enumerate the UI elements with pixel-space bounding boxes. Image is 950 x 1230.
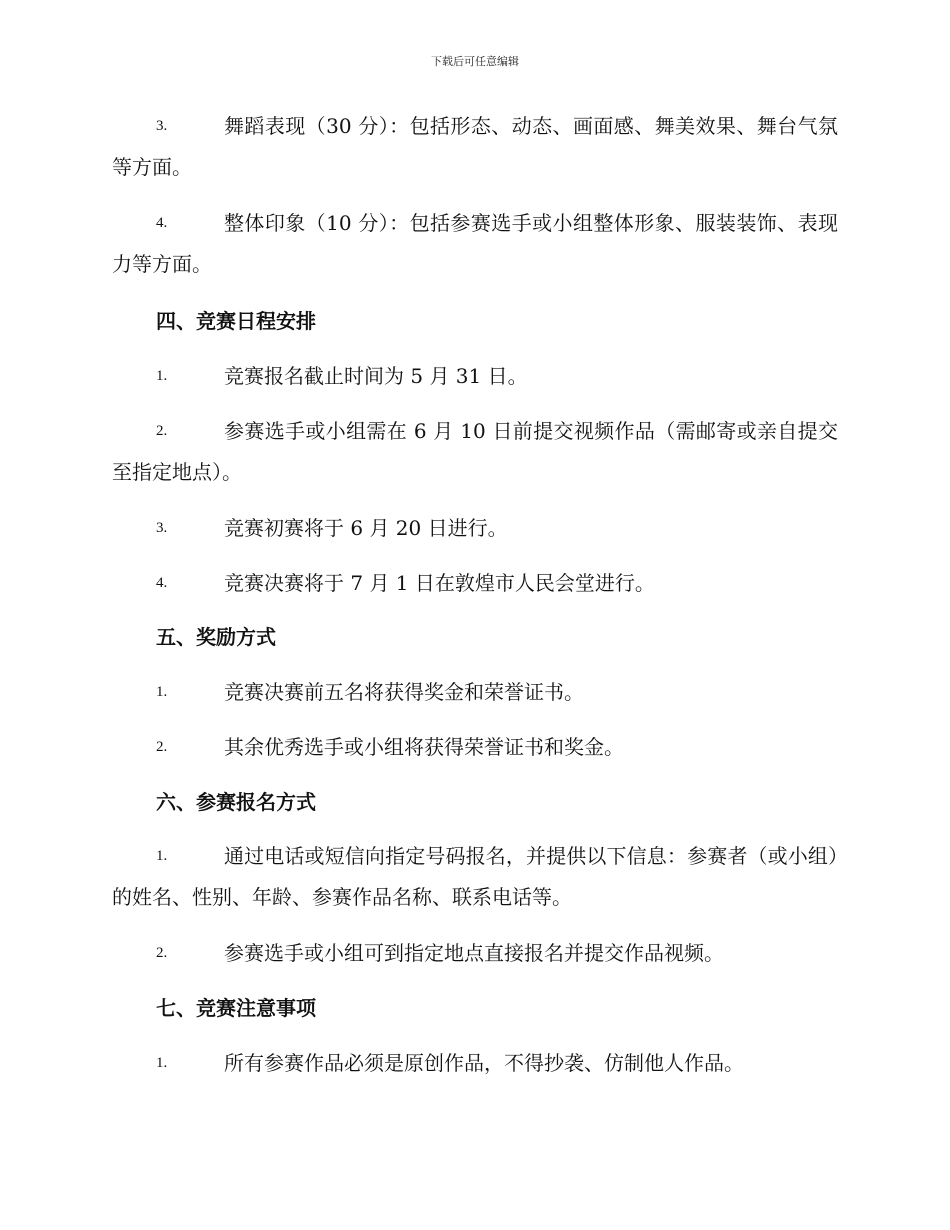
item-text: 通过电话或短信向指定号码报名，并提供以下信息：参赛者（或小组）的姓名、性别、年龄、参赛作品名称、联系电话等。 [112,844,838,909]
item-text: 竞赛决赛前五名将获得奖金和荣誉证书。 [224,680,584,704]
section-heading: 六、参赛报名方式 [156,790,316,814]
list-item [112,411,838,493]
item-text: 竞赛初赛将于 6 月 20 日进行。 [224,516,508,540]
section-heading: 五、奖励方式 [156,625,276,649]
list-item [112,508,838,549]
item-text: 舞蹈表现（30 分）：包括形态、动态、画面感、舞美效果、舞台气氛等方面。 [112,114,838,179]
section-heading: 四、竞赛日程安排 [156,309,316,333]
item-text: 竞赛报名截止时间为 5 月 31 日。 [224,364,528,388]
list-item [112,563,838,604]
list-item [112,933,838,974]
item-text: 整体印象（10 分）：包括参赛选手或小组整体形象、服装装饰、表现力等方面。 [112,211,838,276]
section-heading: 七、竞赛注意事项 [156,996,316,1020]
list-item [112,203,838,285]
item-text: 参赛选手或小组可到指定地点直接报名并提交作品视频。 [224,941,724,965]
item-number: 1. [156,368,168,384]
item-number: 2. [156,739,168,755]
item-number: 1. [156,684,168,700]
item-number: 2. [156,423,168,439]
page-header-note: 下载后可任意编辑 [431,55,519,68]
item-text: 竞赛决赛将于 7 月 1 日在敦煌市人民会堂进行。 [224,571,655,595]
item-number: 3. [156,520,168,536]
item-number: 4. [156,575,168,591]
item-number: 4. [156,215,168,231]
item-number: 3. [156,118,168,134]
list-item [112,672,838,713]
item-text: 其余优秀选手或小组将获得荣誉证书和奖金。 [224,735,624,759]
item-number: 1. [156,848,168,864]
list-item [112,836,838,918]
item-text: 所有参赛作品必须是原创作品，不得抄袭、仿制他人作品。 [224,1051,744,1075]
item-number: 2. [156,945,168,961]
list-item [112,1043,838,1084]
list-item [112,727,838,768]
item-number: 1. [156,1055,168,1071]
list-item [112,106,838,188]
item-text: 参赛选手或小组需在 6 月 10 日前提交视频作品（需邮寄或亲自提交至指定地点）。 [112,419,838,484]
list-item [112,356,838,397]
